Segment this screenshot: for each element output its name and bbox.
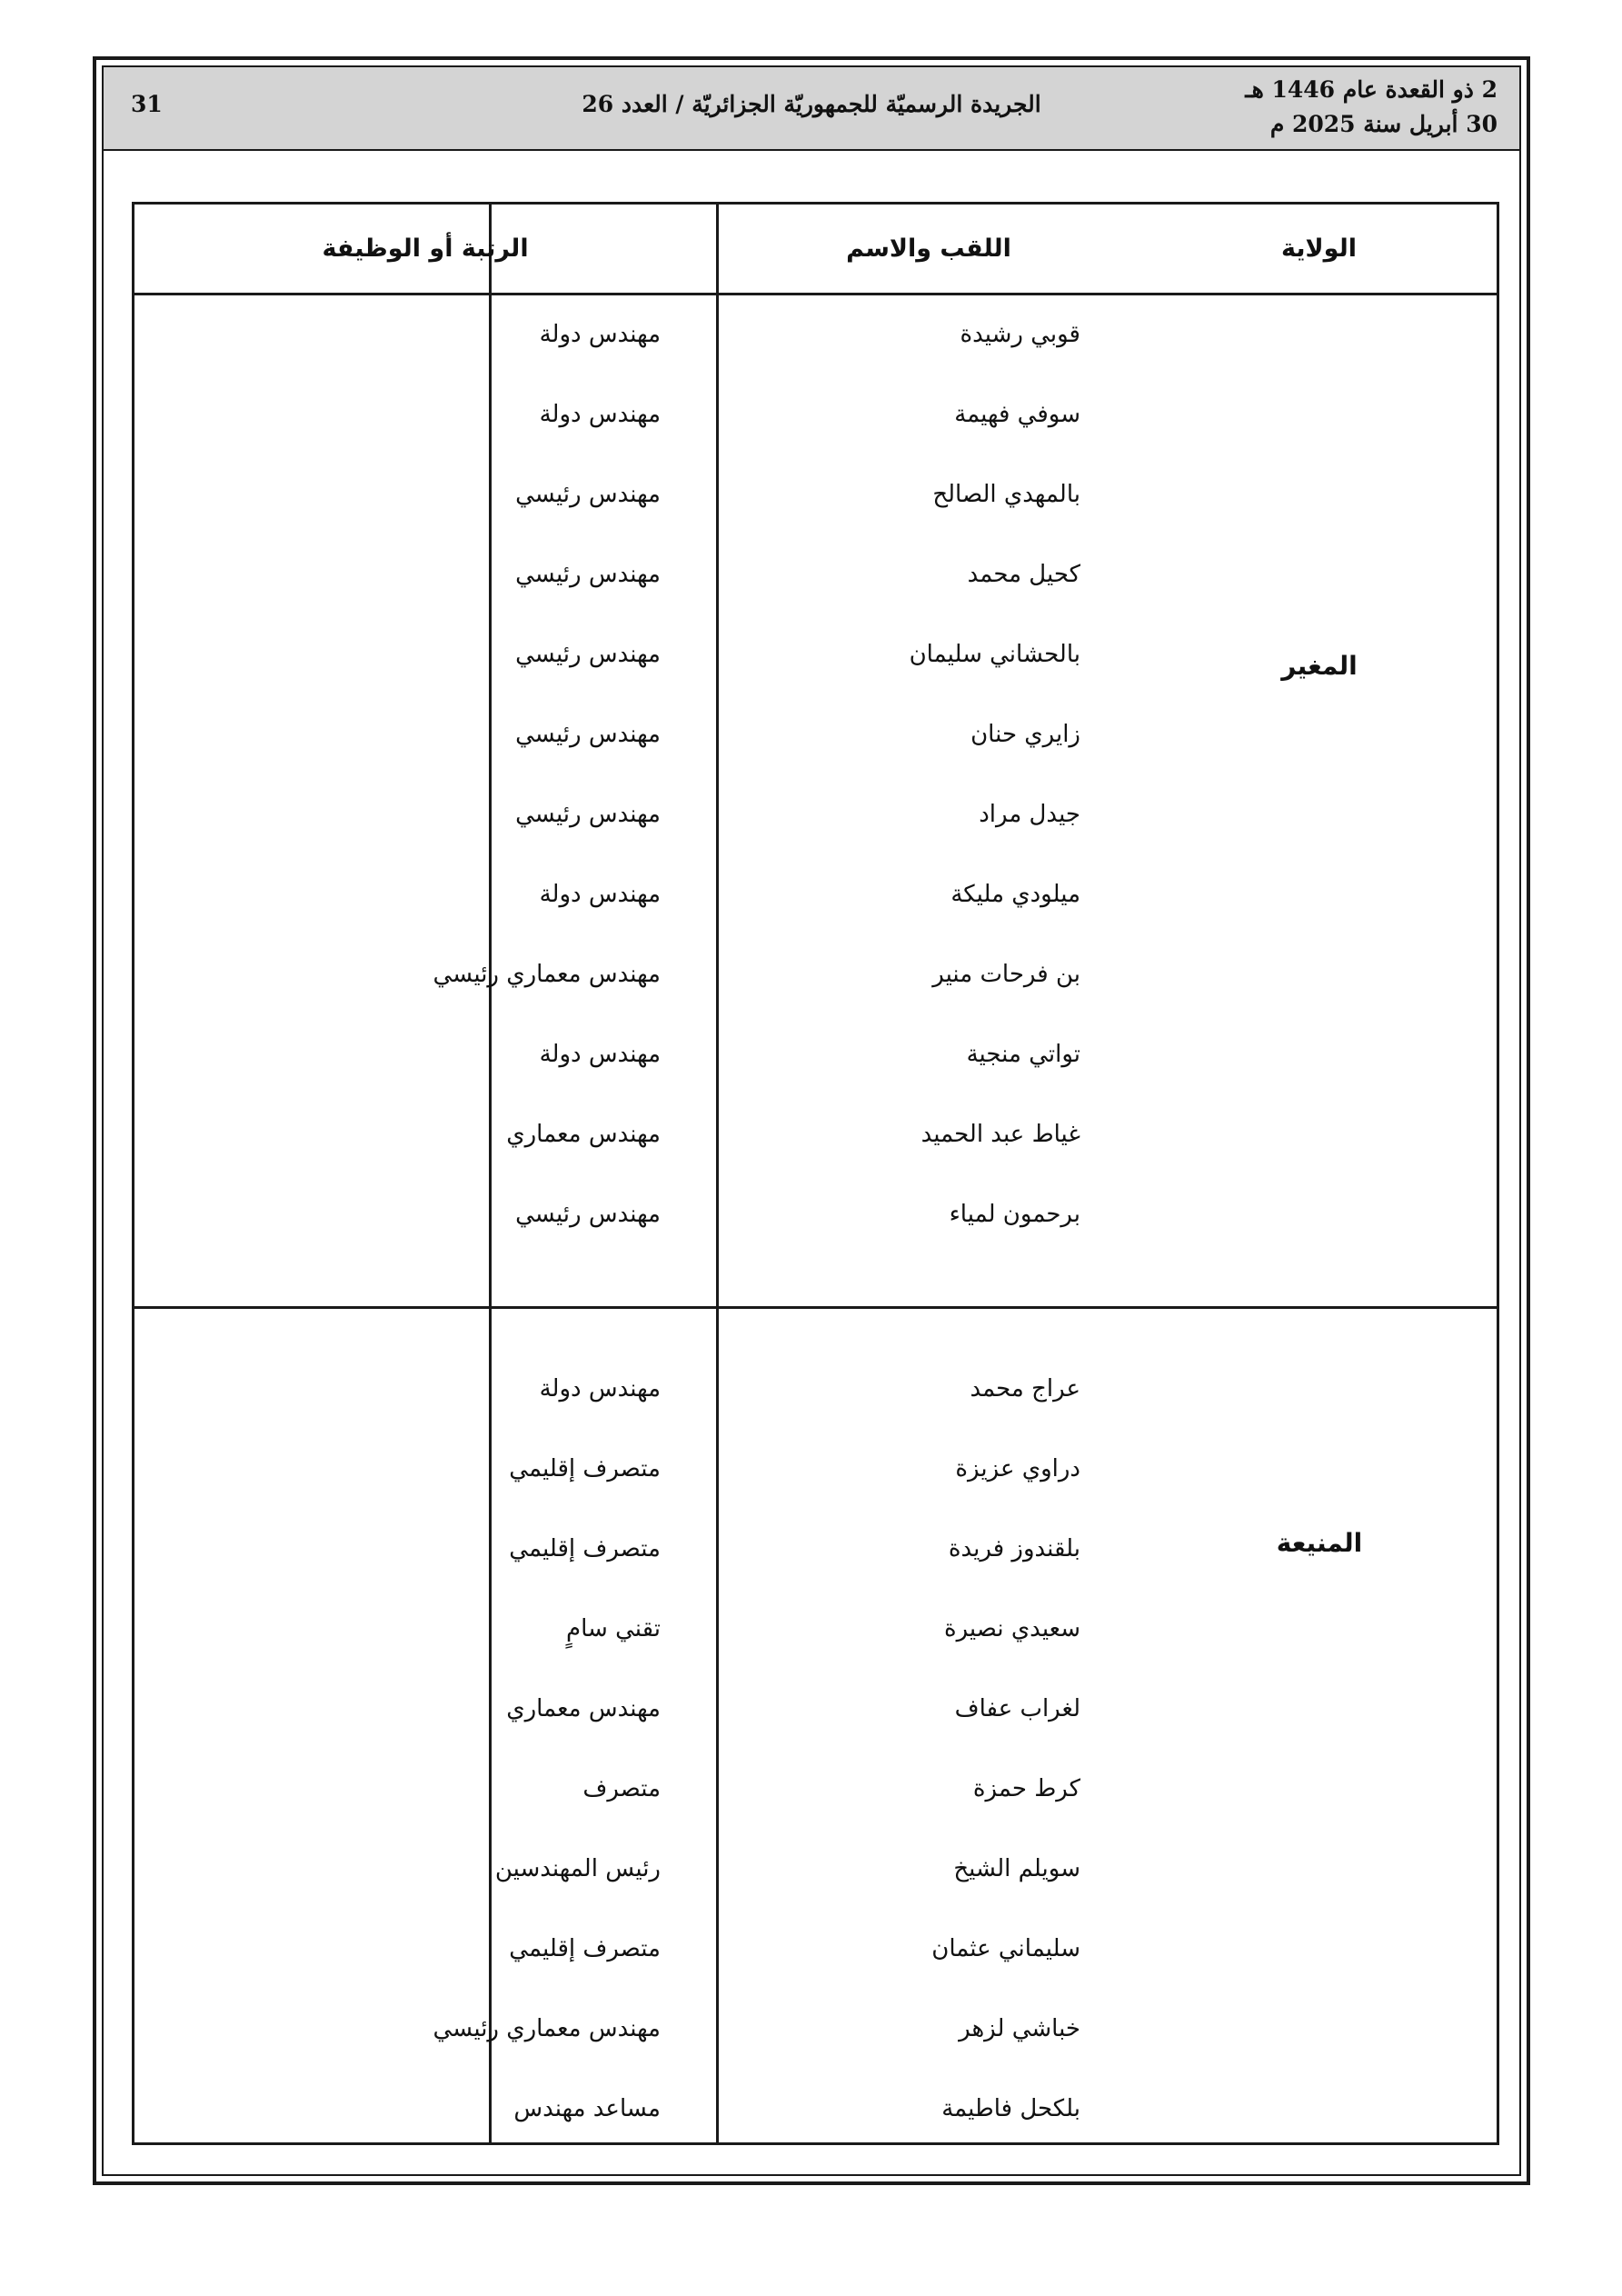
- name-cell: زايري حنان: [970, 721, 1080, 748]
- page-number: 31: [131, 91, 163, 117]
- name-cell: عراج محمد: [970, 1375, 1080, 1403]
- rank-cell: مهندس دولة: [539, 321, 661, 348]
- name-cell: سويلم الشيخ: [953, 1855, 1080, 1882]
- name-cell: بن فرحات منير: [932, 961, 1080, 988]
- name-cell: خباشي لزهر: [959, 2015, 1080, 2042]
- header-date-hijri: 2 ذو القعدة عام 1446 هـ: [1245, 76, 1498, 103]
- column-header-name: اللقب والاسم: [846, 235, 1011, 263]
- name-cell: ميلودي مليكة: [950, 881, 1080, 908]
- name-cell: سوفي فهيمة: [954, 401, 1080, 428]
- name-cell: بلكحل فاطيمة: [941, 2095, 1080, 2122]
- name-cell: برحمون لمياء: [949, 1201, 1080, 1228]
- name-cell: بالمهدي الصالح: [932, 481, 1080, 508]
- rank-cell: مساعد مهندس: [513, 2095, 661, 2122]
- name-cell: كحيل محمد: [967, 561, 1080, 588]
- column-header-rank: الرتبة أو الوظيفة: [322, 235, 529, 263]
- rank-cell: مهندس رئيسي: [515, 721, 661, 748]
- rank-cell: مهندس رئيسي: [515, 1201, 661, 1228]
- rank-cell: مهندس رئيسي: [515, 561, 661, 588]
- rank-cell: مهندس معماري: [506, 1695, 661, 1722]
- rank-cell: مهندس رئيسي: [515, 481, 661, 508]
- name-cell: بلقندوز فريدة: [948, 1535, 1080, 1562]
- rank-cell: تقني سامٍ: [566, 1615, 661, 1642]
- rank-cell: مهندس دولة: [539, 1375, 661, 1403]
- column-header-wilaya: الولاية: [1281, 235, 1357, 263]
- header-title: الجريدة الرسميّة للجمهوريّة الجزائريّة / العدد 26: [582, 91, 1041, 117]
- rank-cell: مهندس رئيسي: [515, 801, 661, 828]
- name-cell: قوبي رشيدة: [960, 321, 1080, 348]
- rank-cell: متصرف إقليمي: [509, 1935, 661, 1962]
- column-divider-left: [716, 205, 719, 2142]
- name-cell: غياط عبد الحميد: [920, 1121, 1080, 1148]
- rank-cell: متصرف إقليمي: [509, 1455, 661, 1482]
- rank-cell: متصرف: [582, 1775, 661, 1802]
- name-cell: تواتي منجية: [966, 1041, 1080, 1068]
- page-header: [104, 67, 1519, 151]
- wilaya-cell: المغير: [1281, 651, 1358, 681]
- rank-cell: مهندس دولة: [539, 1041, 661, 1068]
- wilaya-cell: المنيعة: [1276, 1528, 1363, 1558]
- name-cell: لغراب عفاف: [954, 1695, 1080, 1722]
- rank-cell: رئيس المهندسين: [494, 1855, 661, 1882]
- name-cell: بالحشاني سليمان: [909, 641, 1080, 668]
- name-cell: دراوي عزيزة: [955, 1455, 1080, 1482]
- group-divider: [134, 1306, 1497, 1309]
- column-divider-right: [489, 205, 492, 2142]
- name-cell: سليماني عثمان: [931, 1935, 1080, 1962]
- rank-cell: مهندس دولة: [539, 881, 661, 908]
- officials-table: [132, 202, 1499, 2145]
- rank-cell: مهندس معماري: [506, 1121, 661, 1148]
- rank-cell: متصرف إقليمي: [509, 1535, 661, 1562]
- rank-cell: مهندس معماري رئيسي: [433, 961, 661, 988]
- rank-cell: مهندس دولة: [539, 401, 661, 428]
- rank-cell: مهندس رئيسي: [515, 641, 661, 668]
- name-cell: كرط حمزة: [972, 1775, 1080, 1802]
- name-cell: سعيدي نصيرة: [943, 1615, 1080, 1642]
- name-cell: جيدل مراد: [979, 801, 1080, 828]
- header-row-divider: [134, 293, 1497, 295]
- header-date-gregorian: 30 أبريل سنة 2025 م: [1269, 111, 1498, 137]
- rank-cell: مهندس معماري رئيسي: [433, 2015, 661, 2042]
